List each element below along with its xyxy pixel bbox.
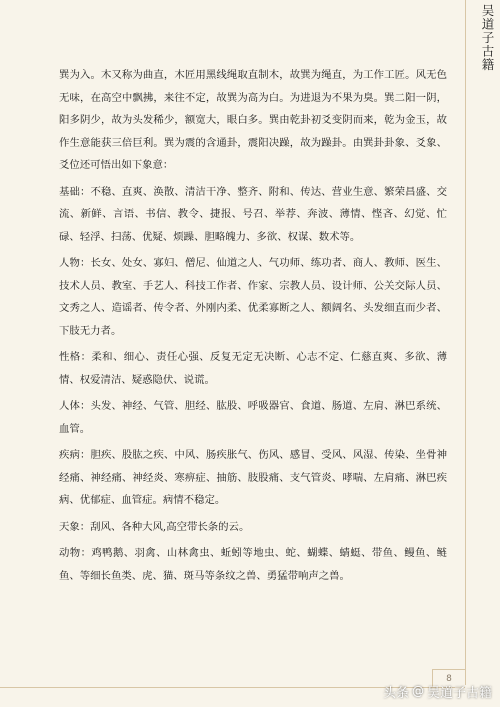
paragraph-character: 性格：柔和、细心、责任心强、反复无定无决断、心志不定、仁慈直爽、多欲、薄情、权爱清洁、疑惑隐伏、说谎。 bbox=[59, 351, 447, 386]
paragraph-illness: 疾病：胆疾、股肱之疾、中风、肠疾胀气、伤风、感冒、受风、风湿、传染、坐骨神经痛、神经痛、神经炎、寒痹症、抽筋、肢股痛、支气管炎、哮喘、左肩痛、淋巴疾病、优郁症、血管症。病情不稳定。 bbox=[59, 449, 447, 506]
paragraph-intro: 巽为入。木又称为曲直，木匠用黑线绳取直制木，故巽为绳直，为工作工匠。风无色无味，在高空中飘拂，来往不定，故巽为高为白。为进退为不果为臭。巽二阳一阴，阳多阴少，故为头发稀少，额宽大，眼白多。巽由乾卦初爻变阴而来，乾为金玉，故作生意能获三倍巨利。巽为震的含通卦，震阳决躁，故为躁卦。由巽卦卦象、爻象、爻位还可悟出如下象意： bbox=[59, 69, 447, 171]
body-text bbox=[59, 64, 447, 587]
watermark bbox=[383, 679, 492, 703]
side-book-title: 吴道子古籍 bbox=[480, 4, 495, 72]
paragraph-people: 人物：长女、处女、寡妇、僧尼、仙道之人、气功师、练功者、商人、教师、医生、技术人员、教室、手艺人、科技工作者、作家、宗教人员、设计师、公关交际人员、文秀之人、造谣者、传令者、外刚内柔、优柔寡断之人、额阔名、头发细直而少者、下肢无力者。 bbox=[59, 257, 447, 337]
paragraph-body: 人体：头发、神经、气管、胆经、肱股、呼吸器官、食道、肠道、左肩、淋巴系统、血管。 bbox=[59, 400, 447, 435]
watermark-account: 吴道子古籍 bbox=[426, 685, 492, 701]
watermark-platform: 头条 bbox=[382, 685, 409, 701]
paragraph-animals: 动物：鸡鸭鹅、羽禽、山林禽虫、蚯蚓等地虫、蛇、蝴蝶、蜻蜓、带鱼、鳗鱼、鲢鱼、等细长鱼类、虎、猫、斑马等条纹之兽、勇猛带响声之兽。 bbox=[59, 547, 447, 582]
margin-rule bbox=[465, 0, 466, 685]
watermark-at: @ bbox=[411, 684, 424, 698]
page-number: 8 bbox=[432, 669, 465, 688]
paragraph-weather: 天象：刮风、各种大风,高空带长条的云。 bbox=[59, 520, 250, 533]
paragraph-basics: 基础：不稳、直爽、涣散、清洁干净、整齐、附和、传达、营业生意、繁荣昌盛、交流、新鲜、言语、书信、教令、捷报、号召、举荐、奔波、薄情、悭吝、幻觉、忙碌、轻浮、扫荡、优疑、烦躁、胆略魄力、多欲、权谋、数术等。 bbox=[59, 185, 447, 243]
